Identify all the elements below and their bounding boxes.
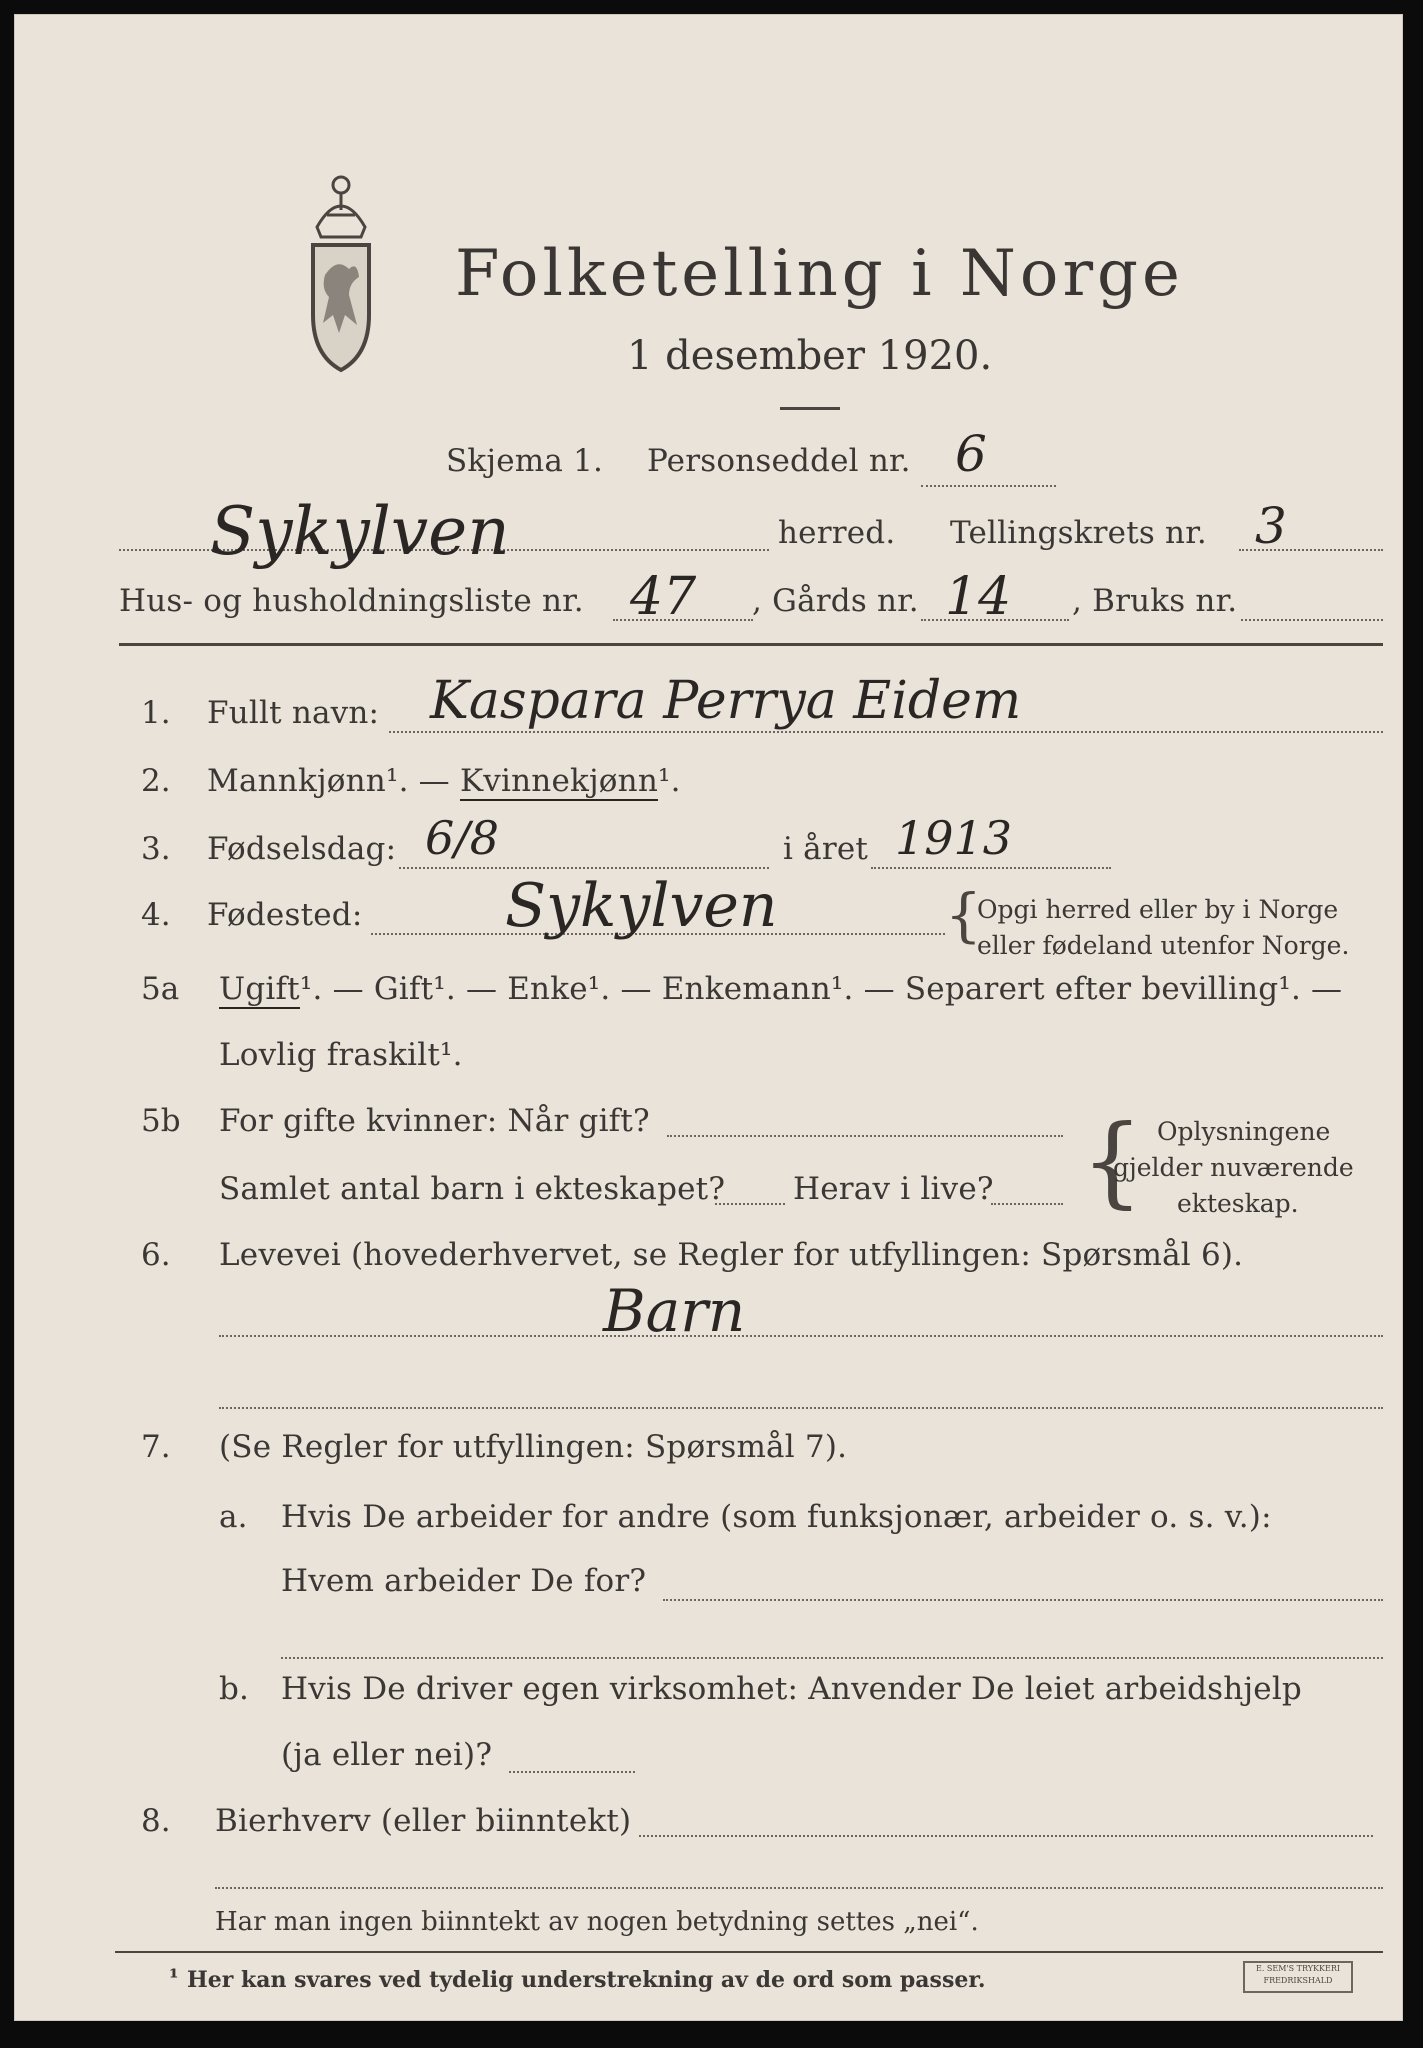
herred-value[interactable]: Sykylven — [210, 493, 510, 570]
q3-number: 3. — [141, 831, 171, 867]
q7a-line1: Hvis De arbeider for andre (som funksjonær, arbeider o. s. v.): — [281, 1499, 1272, 1535]
year-label: i året — [783, 831, 869, 867]
q7a-letter: a. — [219, 1499, 248, 1535]
birthyear-value[interactable]: 1913 — [895, 811, 1013, 865]
form-title: Folketelling i Norge — [455, 237, 1184, 311]
q5b-alive-label: Herav i live? — [793, 1171, 994, 1207]
q2-text: Mannkjønn¹. — Kvinnekjønn¹. — [207, 763, 681, 799]
ugift-option[interactable]: Ugift — [219, 971, 300, 1007]
q8-label: Bierhverv (eller biinntekt) — [215, 1803, 632, 1839]
q5b-note-2: gjelder nuværende — [1113, 1153, 1354, 1182]
q7b-line1: Hvis De driver egen virksomhet: Anvender De leiet arbeidshjelp — [281, 1671, 1302, 1707]
q6-label: Levevei (hovederhvervet, se Regler for utfyllingen: Spørsmål 6). — [219, 1237, 1244, 1273]
footnote-mark: ¹ — [169, 1965, 179, 1991]
q4-number: 4. — [141, 897, 171, 933]
gards-label: , Gårds nr. — [752, 583, 919, 619]
form-date: 1 desember 1920. — [627, 333, 993, 379]
printer-stamp: E. SEM'S TRYKKERI FREDRIKSHALD — [1243, 1961, 1353, 1993]
q7-label: (Se Regler for utfyllingen: Spørsmål 7). — [219, 1429, 848, 1465]
q3-label: Fødselsdag: — [207, 831, 397, 867]
biinntekt-note: Har man ingen biinntekt av nogen betydning settes „nei“. — [215, 1907, 979, 1937]
census-form: Folketelling i Norge 1 desember 1920. Skjema 1. Personseddel nr. 6 Sykylven herred. Tellingskrets nr. 3 Hus- og husholdningsliste nr. 47 , Gårds nr. 14 , Bruks nr. 1. Fullt navn: Kaspara Perrya Eidem 2. Mannkjønn¹. — Kvinnekjønn¹. 3. Fødselsdag: 6/8 i året 1913 4. Fødested: Sykylven { Opgi herred eller by i Norge eller fødeland utenfor Norge. 5a Ugift¹. — Gift¹. — Enke¹. — Enkemann¹. — Separert efter bevilling¹. — Lovlig fraskilt¹. 5b For gifte kvinner: Når gift? Samlet antal barn i ekteskapet? Herav i live? { Oplysningene gjelder nuværende ekteskap. 6. Levevei (hovederhvervet, se Regler for utfyllingen: Spørsmål 6). Barn 7. (Se Regler for utfyllingen: Spørsmål 7). a. Hvis De arbeider for andre (som funksjonær, arbeider o. s. v.): Hvem arbeider De for? b. Hvis De driver egen virksomhet: Anvender De leiet arbeidshjelp (ja eller nei)? 8. Bierhverv (eller biinntekt) Har man ingen biinntekt av nogen betydning settes „nei“. ¹ Her kan svares ved tydelig understrekning av de ord som passer. E. SEM'S TRYKKERI FREDRIKSHALD — [14, 14, 1403, 2021]
kvinnekjonn-option[interactable]: Kvinnekjønn — [459, 763, 658, 799]
q8-number: 8. — [141, 1803, 171, 1839]
q1-number: 1. — [141, 695, 171, 731]
q7-number: 7. — [141, 1429, 171, 1465]
q5b-number: 5b — [141, 1103, 181, 1139]
q4-label: Fødested: — [207, 897, 363, 933]
gards-value[interactable]: 14 — [945, 567, 1012, 627]
q7a-line2: Hvem arbeider De for? — [281, 1563, 647, 1599]
birthdate-value[interactable]: 6/8 — [425, 811, 500, 865]
footer-divider — [115, 1951, 1383, 1953]
q1-label: Fullt navn: — [207, 695, 380, 731]
q5a-other-options[interactable]: ¹. — Gift¹. — Enke¹. — Enkemann¹. — Separert efter bevilling¹. — — [299, 971, 1343, 1007]
skjema-label: Skjema 1. — [446, 443, 604, 479]
hus-value[interactable]: 47 — [630, 567, 697, 627]
q5b-note-3: ekteskap. — [1177, 1189, 1299, 1218]
q5a-number: 5a — [141, 971, 180, 1007]
occupation-value[interactable]: Barn — [603, 1277, 746, 1345]
q5a-text — [219, 971, 1342, 1007]
q7b-letter: b. — [219, 1671, 250, 1707]
q2-number: 2. — [141, 763, 171, 799]
q4-note-1: Opgi herred eller by i Norge — [977, 895, 1339, 924]
q5b-note-1: Oplysningene — [1157, 1117, 1331, 1146]
q7b-line2: (ja eller nei)? — [281, 1737, 493, 1773]
personseddel-label: Personseddel nr. — [647, 443, 911, 479]
q5b-line1: For gifte kvinner: Når gift? — [219, 1103, 650, 1139]
personseddel-value[interactable]: 6 — [955, 425, 987, 483]
mannkjonn-option[interactable]: Mannkjønn¹. — — [207, 763, 460, 799]
header-divider — [119, 643, 1383, 646]
herred-label: herred. — [778, 515, 896, 551]
hus-label: Hus- og husholdningsliste nr. — [119, 583, 584, 619]
full-name-value[interactable]: Kaspara Perrya Eidem — [430, 671, 1022, 731]
q5a-line2[interactable]: Lovlig fraskilt¹. — [219, 1037, 463, 1073]
tellingskrets-value[interactable]: 3 — [1255, 497, 1287, 555]
q4-note-2: eller fødeland utenfor Norge. — [977, 931, 1350, 960]
tellingskrets-label: Tellingskrets nr. — [950, 515, 1207, 551]
bruks-label: , Bruks nr. — [1072, 583, 1238, 619]
birthplace-value[interactable]: Sykylven — [505, 871, 778, 941]
q6-number: 6. — [141, 1237, 171, 1273]
footnote-text: Her kan svares ved tydelig understrekning av de ord som passer. — [187, 1967, 986, 1993]
q5b-children-label: Samlet antal barn i ekteskapet? — [219, 1171, 726, 1207]
coat-of-arms-icon — [287, 165, 395, 375]
title-divider — [780, 407, 840, 410]
